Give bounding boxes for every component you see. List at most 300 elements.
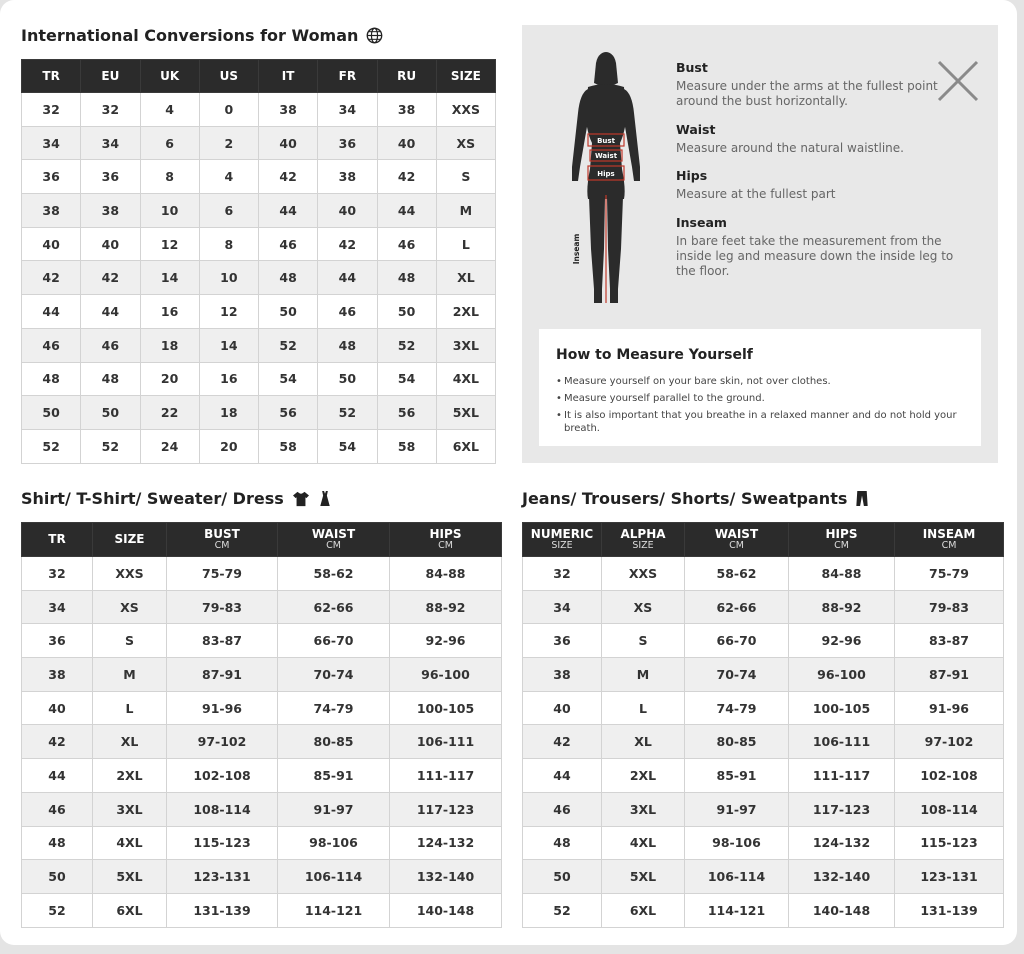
howto-list xyxy=(556,375,966,439)
column-header: IT xyxy=(259,60,318,93)
table-cell: 54 xyxy=(318,429,377,463)
column-header xyxy=(390,523,502,557)
table-cell: 18 xyxy=(140,328,199,362)
table-cell: 100-105 xyxy=(789,691,895,725)
table-cell: 80-85 xyxy=(278,725,390,759)
tshirt-icon xyxy=(292,491,310,507)
table-cell: 124-132 xyxy=(789,826,895,860)
table-cell: 79-83 xyxy=(895,590,1004,624)
howto-item: • Measure yourself parallel to the ground. xyxy=(556,392,966,405)
table-cell: 123-131 xyxy=(167,860,278,894)
table-row xyxy=(22,691,502,725)
table-cell: 6XL xyxy=(436,429,495,463)
hips-title: Hips xyxy=(676,168,708,183)
table-row xyxy=(523,893,1004,927)
figure-label-waist: Waist xyxy=(594,152,618,160)
table-cell: 3XL xyxy=(93,792,167,826)
table-cell: 34 xyxy=(523,590,602,624)
table-cell: 85-91 xyxy=(278,759,390,793)
table-cell: 4XL xyxy=(436,362,495,396)
table-cell: 48 xyxy=(81,362,140,396)
column-header xyxy=(167,523,278,557)
table-cell: XL xyxy=(93,725,167,759)
table-cell: 42 xyxy=(22,261,81,295)
table-row xyxy=(22,792,502,826)
table-cell: 38 xyxy=(318,160,377,194)
table-cell: 98-106 xyxy=(685,826,789,860)
table-cell: 66-70 xyxy=(685,624,789,658)
table-cell: 36 xyxy=(523,624,602,658)
table-cell: 70-74 xyxy=(278,658,390,692)
table-cell: 111-117 xyxy=(789,759,895,793)
pants-icon xyxy=(855,490,869,507)
table-cell: 44 xyxy=(259,194,318,228)
table-row xyxy=(22,362,496,396)
table-cell: 117-123 xyxy=(789,792,895,826)
shirt-title: Shirt/ T-Shirt/ Sweater/ Dress xyxy=(21,489,284,508)
table-cell: 97-102 xyxy=(167,725,278,759)
table-cell: 2XL xyxy=(436,295,495,329)
table-row xyxy=(22,759,502,793)
column-header-label: NUMERIC xyxy=(530,526,594,541)
table-row xyxy=(22,194,496,228)
inseam-text: In bare feet take the measurement from the inside leg and measure down the inside leg to the floor. xyxy=(676,234,954,278)
table-cell: 132-140 xyxy=(789,860,895,894)
intl-heading xyxy=(21,26,383,45)
table-cell: S xyxy=(93,624,167,658)
table-cell: XXS xyxy=(93,557,167,591)
table-cell: 97-102 xyxy=(895,725,1004,759)
table-row xyxy=(523,658,1004,692)
table-cell: 46 xyxy=(318,295,377,329)
table-cell: 66-70 xyxy=(278,624,390,658)
table-cell: 38 xyxy=(81,194,140,228)
column-header-label: SIZE xyxy=(114,532,145,547)
column-header xyxy=(93,523,167,557)
table-cell: 4 xyxy=(140,93,199,127)
table-row xyxy=(22,93,496,127)
table-cell: 44 xyxy=(22,759,93,793)
table-cell: 140-148 xyxy=(390,893,502,927)
table-cell: 32 xyxy=(523,557,602,591)
table-cell: 36 xyxy=(81,160,140,194)
shirt-heading xyxy=(21,489,332,508)
table-cell: 50 xyxy=(22,860,93,894)
table-row xyxy=(523,725,1004,759)
table-cell: 48 xyxy=(377,261,436,295)
bust-text: Measure under the arms at the fullest point around the bust horizontally. xyxy=(676,79,938,108)
table-cell: 12 xyxy=(199,295,258,329)
table-cell: 40 xyxy=(22,227,81,261)
table-cell: 2 xyxy=(199,126,258,160)
table-cell: 40 xyxy=(523,691,602,725)
how-to-measure-box xyxy=(539,329,981,446)
table-cell: 74-79 xyxy=(685,691,789,725)
column-header xyxy=(523,523,602,557)
column-header xyxy=(22,523,93,557)
table-cell: 56 xyxy=(259,396,318,430)
table-row xyxy=(22,160,496,194)
table-cell: 58-62 xyxy=(278,557,390,591)
table-cell: 62-66 xyxy=(685,590,789,624)
table-cell: 8 xyxy=(140,160,199,194)
table-cell: S xyxy=(436,160,495,194)
table-cell: 106-111 xyxy=(789,725,895,759)
table-cell: 34 xyxy=(22,126,81,160)
table-cell: 44 xyxy=(318,261,377,295)
column-header: EU xyxy=(81,60,140,93)
table-cell: 52 xyxy=(318,396,377,430)
table-cell: 96-100 xyxy=(390,658,502,692)
column-header-unit: SIZE xyxy=(551,540,573,552)
table-cell: 79-83 xyxy=(167,590,278,624)
table-cell: 46 xyxy=(259,227,318,261)
table-cell: 5XL xyxy=(93,860,167,894)
table-cell: 74-79 xyxy=(278,691,390,725)
table-cell: 6XL xyxy=(602,893,685,927)
table-cell: 34 xyxy=(81,126,140,160)
table-cell: 3XL xyxy=(436,328,495,362)
table-cell: 38 xyxy=(22,194,81,228)
column-header xyxy=(278,523,390,557)
table-cell: 102-108 xyxy=(167,759,278,793)
table-cell: 5XL xyxy=(436,396,495,430)
table-cell: 42 xyxy=(318,227,377,261)
table-cell: 92-96 xyxy=(390,624,502,658)
table-row xyxy=(523,826,1004,860)
table-cell: 117-123 xyxy=(390,792,502,826)
table-cell: 3XL xyxy=(602,792,685,826)
table-row xyxy=(22,590,502,624)
table-cell: 46 xyxy=(22,328,81,362)
table-row xyxy=(22,295,496,329)
table-row xyxy=(22,328,496,362)
howto-item: • Measure yourself on your bare skin, not over clothes. xyxy=(556,375,966,388)
table-cell: 114-121 xyxy=(278,893,390,927)
measurement-guide-panel xyxy=(522,25,998,463)
table-cell: XXS xyxy=(436,93,495,127)
table-cell: 6XL xyxy=(93,893,167,927)
table-cell: 84-88 xyxy=(789,557,895,591)
table-cell: 38 xyxy=(259,93,318,127)
table-cell: 40 xyxy=(259,126,318,160)
column-header-unit: CM xyxy=(729,540,744,552)
table-cell: 50 xyxy=(318,362,377,396)
table-cell: 40 xyxy=(377,126,436,160)
table-cell: XS xyxy=(93,590,167,624)
table-cell: 36 xyxy=(22,160,81,194)
column-header: FR xyxy=(318,60,377,93)
table-cell: 48 xyxy=(318,328,377,362)
table-cell: 52 xyxy=(22,429,81,463)
table-cell: XL xyxy=(602,725,685,759)
table-cell: 46 xyxy=(377,227,436,261)
table-cell: 70-74 xyxy=(685,658,789,692)
body-figure xyxy=(566,49,646,309)
table-cell: 2XL xyxy=(93,759,167,793)
table-cell: 83-87 xyxy=(895,624,1004,658)
howto-item: • It is also important that you breathe in a relaxed manner and do not hold your breath. xyxy=(556,409,966,435)
table-cell: 100-105 xyxy=(390,691,502,725)
table-row xyxy=(523,624,1004,658)
table-cell: 40 xyxy=(81,227,140,261)
bust-instruction xyxy=(676,60,976,109)
table-cell: 48 xyxy=(22,362,81,396)
column-header-label: BUST xyxy=(204,526,240,541)
close-icon[interactable] xyxy=(936,59,980,103)
table-cell: 88-92 xyxy=(390,590,502,624)
table-row xyxy=(22,893,502,927)
table-cell: 91-97 xyxy=(685,792,789,826)
column-header xyxy=(789,523,895,557)
table-cell: 46 xyxy=(523,792,602,826)
table-cell: 42 xyxy=(523,725,602,759)
hips-instruction xyxy=(676,168,976,202)
table-cell: L xyxy=(602,691,685,725)
table-row xyxy=(22,227,496,261)
table-cell: 38 xyxy=(377,93,436,127)
figure-label-hips: Hips xyxy=(597,170,615,178)
waist-title: Waist xyxy=(676,122,716,137)
column-header-unit: CM xyxy=(834,540,849,552)
table-cell: 87-91 xyxy=(895,658,1004,692)
column-header xyxy=(895,523,1004,557)
column-header-unit: CM xyxy=(941,540,957,552)
table-cell: 58-62 xyxy=(685,557,789,591)
column-header-unit: CM xyxy=(326,540,341,552)
table-row xyxy=(22,658,502,692)
table-cell: 12 xyxy=(140,227,199,261)
table-cell: 50 xyxy=(523,860,602,894)
jeans-heading xyxy=(522,489,869,508)
column-header-label: HIPS xyxy=(825,526,858,541)
table-cell: S xyxy=(602,624,685,658)
table-row xyxy=(22,396,496,430)
table-row xyxy=(22,261,496,295)
jeans-size-table xyxy=(522,522,1004,928)
column-header-unit: CM xyxy=(438,540,453,552)
table-cell: 18 xyxy=(199,396,258,430)
table-cell: M xyxy=(436,194,495,228)
column-header-label: ALPHA xyxy=(620,526,666,541)
inseam-title: Inseam xyxy=(676,215,727,230)
table-cell: 111-117 xyxy=(390,759,502,793)
table-cell: 58 xyxy=(259,429,318,463)
table-row xyxy=(22,557,502,591)
table-cell: 4 xyxy=(199,160,258,194)
table-cell: 32 xyxy=(81,93,140,127)
table-cell: 6 xyxy=(140,126,199,160)
column-header xyxy=(685,523,789,557)
table-cell: 50 xyxy=(377,295,436,329)
table-cell: 10 xyxy=(140,194,199,228)
table-cell: 14 xyxy=(199,328,258,362)
column-header: RU xyxy=(377,60,436,93)
table-cell: 20 xyxy=(199,429,258,463)
table-cell: 48 xyxy=(22,826,93,860)
table-cell: 46 xyxy=(22,792,93,826)
column-header-unit: SIZE xyxy=(632,540,654,552)
table-row xyxy=(523,590,1004,624)
hips-text: Measure at the fullest part xyxy=(676,187,836,201)
table-cell: 22 xyxy=(140,396,199,430)
table-row xyxy=(523,792,1004,826)
waist-text: Measure around the natural waistline. xyxy=(676,141,904,155)
table-row xyxy=(523,557,1004,591)
table-cell: 52 xyxy=(377,328,436,362)
table-cell: 124-132 xyxy=(390,826,502,860)
table-row xyxy=(523,691,1004,725)
table-cell: 80-85 xyxy=(685,725,789,759)
table-cell: 52 xyxy=(81,429,140,463)
column-header-label: WAIST xyxy=(714,526,759,541)
table-cell: 42 xyxy=(22,725,93,759)
table-cell: L xyxy=(93,691,167,725)
table-cell: 34 xyxy=(22,590,93,624)
dress-icon xyxy=(318,490,332,507)
column-header: SIZE xyxy=(436,60,495,93)
table-cell: 42 xyxy=(377,160,436,194)
table-cell: 114-121 xyxy=(685,893,789,927)
intl-conversion-table xyxy=(21,59,496,464)
table-cell: 98-106 xyxy=(278,826,390,860)
figure-label-bust: Bust xyxy=(597,137,615,145)
table-cell: 2XL xyxy=(602,759,685,793)
waist-instruction xyxy=(676,122,976,156)
table-cell: 50 xyxy=(22,396,81,430)
table-cell: 62-66 xyxy=(278,590,390,624)
column-header xyxy=(602,523,685,557)
table-row xyxy=(523,759,1004,793)
table-cell: 44 xyxy=(22,295,81,329)
table-cell: 48 xyxy=(523,826,602,860)
table-cell: 52 xyxy=(523,893,602,927)
table-row xyxy=(22,126,496,160)
column-header-label: TR xyxy=(48,532,66,547)
table-cell: 132-140 xyxy=(390,860,502,894)
table-cell: 131-139 xyxy=(167,893,278,927)
table-row xyxy=(523,860,1004,894)
table-cell: 14 xyxy=(140,261,199,295)
table-cell: XS xyxy=(436,126,495,160)
table-cell: 8 xyxy=(199,227,258,261)
table-cell: 5XL xyxy=(602,860,685,894)
table-cell: 91-96 xyxy=(895,691,1004,725)
table-cell: 32 xyxy=(22,93,81,127)
table-cell: 44 xyxy=(377,194,436,228)
table-cell: 88-92 xyxy=(789,590,895,624)
table-cell: 34 xyxy=(318,93,377,127)
table-cell: 84-88 xyxy=(390,557,502,591)
column-header: US xyxy=(199,60,258,93)
table-cell: 10 xyxy=(199,261,258,295)
table-cell: 38 xyxy=(523,658,602,692)
table-row xyxy=(22,725,502,759)
table-cell: 0 xyxy=(199,93,258,127)
table-cell: 4XL xyxy=(602,826,685,860)
table-cell: 16 xyxy=(140,295,199,329)
table-cell: XL xyxy=(436,261,495,295)
table-row xyxy=(22,429,496,463)
table-cell: 108-114 xyxy=(895,792,1004,826)
table-cell: 40 xyxy=(318,194,377,228)
table-cell: 44 xyxy=(81,295,140,329)
table-row xyxy=(22,826,502,860)
table-cell: 85-91 xyxy=(685,759,789,793)
table-cell: 36 xyxy=(318,126,377,160)
table-row xyxy=(22,624,502,658)
table-cell: 140-148 xyxy=(789,893,895,927)
table-cell: L xyxy=(436,227,495,261)
table-cell: 58 xyxy=(377,429,436,463)
intl-title: International Conversions for Woman xyxy=(21,26,359,45)
table-cell: 106-114 xyxy=(685,860,789,894)
table-cell: 46 xyxy=(81,328,140,362)
howto-title: How to Measure Yourself xyxy=(556,347,753,363)
jeans-title: Jeans/ Trousers/ Shorts/ Sweatpants xyxy=(522,489,848,508)
table-cell: 50 xyxy=(81,396,140,430)
column-header-label: INSEAM xyxy=(922,526,976,541)
shirt-size-table xyxy=(21,522,502,928)
inseam-instruction xyxy=(676,215,976,279)
globe-icon xyxy=(366,27,383,44)
table-cell: 87-91 xyxy=(167,658,278,692)
table-cell: 50 xyxy=(259,295,318,329)
table-cell: 52 xyxy=(22,893,93,927)
table-cell: 115-123 xyxy=(167,826,278,860)
table-cell: XXS xyxy=(602,557,685,591)
table-cell: M xyxy=(93,658,167,692)
column-header: UK xyxy=(140,60,199,93)
table-cell: 91-97 xyxy=(278,792,390,826)
table-cell: 52 xyxy=(259,328,318,362)
column-header: TR xyxy=(22,60,81,93)
table-cell: 123-131 xyxy=(895,860,1004,894)
table-cell: 106-111 xyxy=(390,725,502,759)
table-cell: 75-79 xyxy=(167,557,278,591)
table-cell: 108-114 xyxy=(167,792,278,826)
table-cell: 54 xyxy=(377,362,436,396)
table-cell: 36 xyxy=(22,624,93,658)
table-cell: 96-100 xyxy=(789,658,895,692)
table-cell: 42 xyxy=(81,261,140,295)
table-cell: 56 xyxy=(377,396,436,430)
column-header-unit: CM xyxy=(214,540,230,552)
table-cell: 42 xyxy=(259,160,318,194)
bust-title: Bust xyxy=(676,60,708,75)
table-cell: 115-123 xyxy=(895,826,1004,860)
table-cell: 32 xyxy=(22,557,93,591)
table-row xyxy=(22,860,502,894)
table-cell: 91-96 xyxy=(167,691,278,725)
table-cell: XS xyxy=(602,590,685,624)
column-header-label: HIPS xyxy=(429,526,462,541)
table-cell: 54 xyxy=(259,362,318,396)
table-cell: 16 xyxy=(199,362,258,396)
table-cell: 20 xyxy=(140,362,199,396)
table-cell: 24 xyxy=(140,429,199,463)
table-cell: M xyxy=(602,658,685,692)
column-header-label: WAIST xyxy=(311,526,356,541)
figure-label-inseam: Inseam xyxy=(572,233,581,265)
table-cell: 48 xyxy=(259,261,318,295)
table-cell: 106-114 xyxy=(278,860,390,894)
table-cell: 83-87 xyxy=(167,624,278,658)
table-cell: 38 xyxy=(22,658,93,692)
table-cell: 6 xyxy=(199,194,258,228)
table-cell: 4XL xyxy=(93,826,167,860)
table-cell: 131-139 xyxy=(895,893,1004,927)
